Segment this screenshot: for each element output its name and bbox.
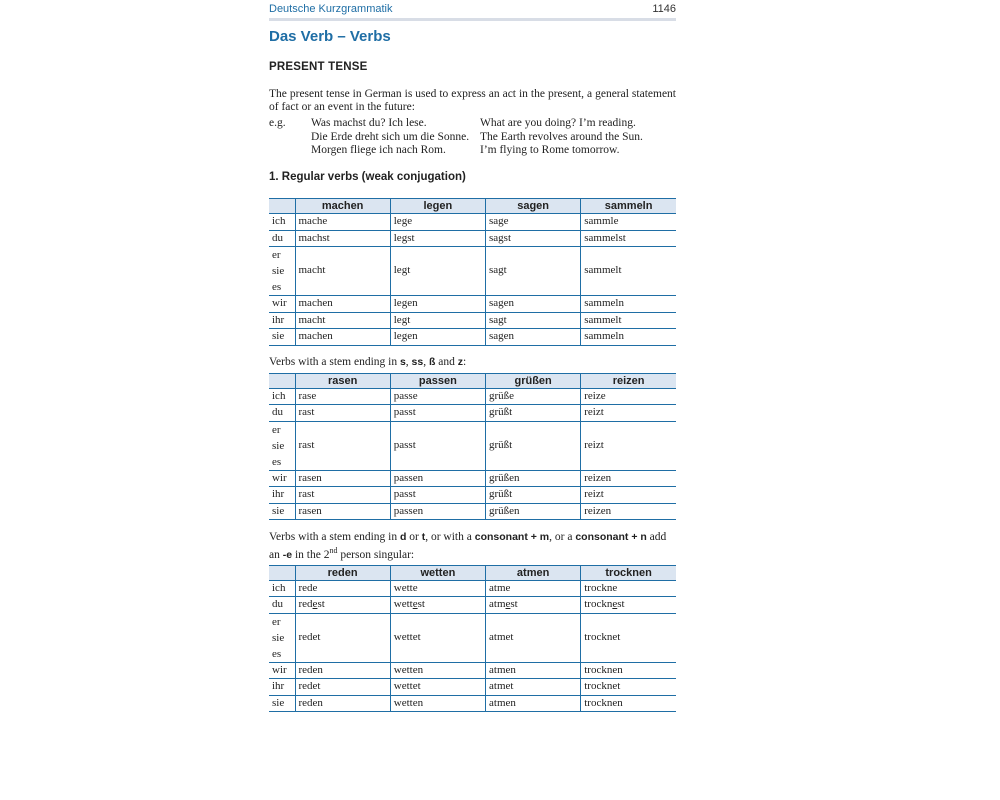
- pronoun-cell: ich: [269, 580, 295, 597]
- pronoun-er: er: [272, 615, 281, 628]
- note-text: :: [463, 355, 467, 368]
- form-cell: sammle: [581, 214, 676, 231]
- note-text: or: [406, 531, 422, 543]
- form-cell: passen: [390, 470, 485, 487]
- note-bold: ss: [411, 355, 424, 368]
- pronoun-header: [269, 373, 295, 388]
- pronoun-cell: [269, 613, 295, 662]
- pronoun-cell: sie: [269, 329, 295, 346]
- form-ending: st: [317, 598, 325, 611]
- stem-d-t-note: [269, 531, 676, 562]
- table-row: [269, 487, 676, 504]
- note-text: in the 2: [292, 548, 330, 561]
- verb-header: reden: [295, 565, 390, 580]
- form-cell: mache: [295, 214, 390, 231]
- form-cell: passe: [390, 388, 485, 405]
- page-title: Das Verb – Verbs: [269, 28, 391, 45]
- form-cell: trocknet: [581, 613, 676, 662]
- table-row: [269, 312, 676, 329]
- form-stem: red: [298, 598, 313, 611]
- form-cell: rast: [295, 405, 390, 422]
- example-english: I’m flying to Rome tomorrow.: [480, 144, 620, 156]
- conjugation-table-s-stem: [269, 373, 676, 521]
- note-bold: d: [399, 531, 407, 543]
- form-cell: [581, 597, 676, 614]
- form-stem: wett: [393, 598, 413, 611]
- note-text: person singular:: [337, 548, 415, 561]
- table-row: [269, 679, 676, 696]
- form-cell: atmet: [486, 679, 581, 696]
- pronoun-sie: sie: [272, 631, 285, 644]
- table-header-row: [269, 373, 676, 388]
- page-number: 1146: [652, 3, 676, 15]
- form-ending: st: [417, 598, 425, 611]
- form-cell: [390, 597, 485, 614]
- form-cell: trocknen: [581, 695, 676, 712]
- pronoun-es: es: [272, 455, 282, 468]
- pronoun-cell: wir: [269, 296, 295, 313]
- form-cell: atme: [486, 580, 581, 597]
- example-german: Was machst du? Ich lese.: [311, 117, 427, 129]
- pronoun-cell: sie: [269, 695, 295, 712]
- form-cell: wettet: [390, 613, 485, 662]
- pronoun-cell: wir: [269, 662, 295, 679]
- table-row: [269, 470, 676, 487]
- form-cell: grüßt: [486, 421, 581, 470]
- pronoun-es: es: [272, 281, 282, 293]
- stem-s-note: [269, 356, 676, 369]
- form-cell: macht: [295, 247, 390, 296]
- table-header-row: [269, 199, 676, 214]
- note-text: Verbs with a stem ending in: [269, 531, 400, 543]
- form-cell: grüßen: [486, 503, 581, 520]
- form-cell: sammelst: [581, 230, 676, 247]
- form-cell: reizt: [581, 421, 676, 470]
- form-cell: legt: [390, 312, 485, 329]
- form-cell: passen: [390, 503, 485, 520]
- form-cell: grüße: [486, 388, 581, 405]
- conjugation-table-regular: [269, 198, 676, 346]
- table-row: [269, 695, 676, 712]
- example-german: Die Erde dreht sich um die Sonne.: [311, 130, 470, 143]
- verb-header: machen: [295, 199, 390, 214]
- examples-german: [311, 117, 469, 158]
- examples-label: e.g.: [269, 117, 286, 129]
- example-english: The Earth revolves around the Sun.: [480, 130, 643, 143]
- pronoun-cell: sie: [269, 503, 295, 520]
- pronoun-cell: wir: [269, 470, 295, 487]
- form-cell: [295, 597, 390, 614]
- pronoun-sie: sie: [272, 439, 285, 452]
- form-ending: st: [617, 598, 625, 611]
- pronoun-cell: [269, 247, 295, 296]
- form-cell: sagst: [486, 230, 581, 247]
- table-row: [269, 421, 676, 470]
- table-row: [269, 247, 676, 296]
- pronoun-cell: du: [269, 597, 295, 614]
- table-row: [269, 662, 676, 679]
- form-cell: legt: [390, 247, 485, 296]
- form-cell: wetten: [390, 695, 485, 712]
- running-header: [269, 0, 676, 21]
- form-cell: passt: [390, 405, 485, 422]
- form-cell: trockne: [581, 580, 676, 597]
- form-stem: atm: [489, 598, 506, 611]
- form-cell: sagen: [486, 296, 581, 313]
- pronoun-sie: sie: [272, 265, 285, 277]
- inserted-e: e: [505, 598, 511, 611]
- verb-header: rasen: [295, 373, 390, 388]
- form-cell: [486, 597, 581, 614]
- conjugation-table-d-t-stem: [269, 565, 676, 713]
- verb-header: legen: [390, 199, 485, 214]
- form-cell: sagt: [486, 312, 581, 329]
- form-cell: legst: [390, 230, 485, 247]
- example-english: What are you doing? I’m reading.: [480, 117, 636, 129]
- pronoun-cell: ihr: [269, 679, 295, 696]
- grammar-page: [269, 0, 676, 712]
- table-row: [269, 597, 676, 614]
- intro-paragraph: The present tense in German is used to express an act in the present, a general statement of fact or an event in the future:: [269, 88, 676, 113]
- table-row: [269, 214, 676, 231]
- note-superscript: nd: [329, 546, 338, 555]
- form-cell: reden: [295, 662, 390, 679]
- note-bold: consonant + n: [575, 531, 647, 543]
- table-row: [269, 388, 676, 405]
- verb-header: sammeln: [581, 199, 676, 214]
- pronoun-cell: ihr: [269, 487, 295, 504]
- table-row: [269, 329, 676, 346]
- verb-header: sagen: [486, 199, 581, 214]
- note-bold: ß: [428, 355, 436, 368]
- form-cell: sagen: [486, 329, 581, 346]
- form-cell: trocknet: [581, 679, 676, 696]
- form-cell: wetten: [390, 662, 485, 679]
- form-cell: legen: [390, 296, 485, 313]
- note-text: Verbs with a stem ending in: [269, 355, 400, 368]
- subsection-heading: 1. Regular verbs (weak conjugation): [269, 171, 466, 183]
- table-row: [269, 230, 676, 247]
- form-cell: sammelt: [581, 247, 676, 296]
- example-german: Morgen fliege ich nach Rom.: [311, 144, 446, 156]
- form-cell: rasen: [295, 470, 390, 487]
- form-cell: reizt: [581, 405, 676, 422]
- note-bold: s: [399, 355, 406, 368]
- form-cell: grüßt: [486, 405, 581, 422]
- table-row: [269, 503, 676, 520]
- form-cell: rast: [295, 421, 390, 470]
- form-cell: legen: [390, 329, 485, 346]
- form-cell: reize: [581, 388, 676, 405]
- pronoun-er: er: [272, 423, 281, 436]
- form-cell: lege: [390, 214, 485, 231]
- form-cell: rast: [295, 487, 390, 504]
- form-cell: wette: [390, 580, 485, 597]
- form-cell: sammeln: [581, 329, 676, 346]
- form-cell: rase: [295, 388, 390, 405]
- inserted-e: e: [612, 598, 618, 611]
- pronoun-header: [269, 199, 295, 214]
- form-cell: machen: [295, 296, 390, 313]
- verb-header: reizen: [581, 373, 676, 388]
- table-row: [269, 296, 676, 313]
- form-cell: sammelt: [581, 312, 676, 329]
- form-cell: rede: [295, 580, 390, 597]
- note-text: , or a: [549, 531, 576, 543]
- form-cell: rasen: [295, 503, 390, 520]
- form-cell: reizen: [581, 470, 676, 487]
- form-cell: atmen: [486, 695, 581, 712]
- form-cell: atmet: [486, 613, 581, 662]
- pronoun-cell: ich: [269, 214, 295, 231]
- form-cell: atmen: [486, 662, 581, 679]
- form-cell: wettet: [390, 679, 485, 696]
- verb-header: grüßen: [486, 373, 581, 388]
- form-cell: passt: [390, 421, 485, 470]
- note-bold: -e: [282, 548, 293, 561]
- note-bold: z: [457, 355, 464, 368]
- pronoun-cell: ich: [269, 388, 295, 405]
- note-text: ,: [405, 355, 412, 368]
- form-cell: grüßt: [486, 487, 581, 504]
- form-cell: passt: [390, 487, 485, 504]
- form-cell: sage: [486, 214, 581, 231]
- form-cell: reden: [295, 695, 390, 712]
- form-cell: reizen: [581, 503, 676, 520]
- form-ending: st: [510, 598, 518, 611]
- pronoun-header: [269, 565, 295, 580]
- note-bold: consonant + m: [474, 531, 550, 543]
- table-row: [269, 613, 676, 662]
- table-header-row: [269, 565, 676, 580]
- section-heading: PRESENT TENSE: [269, 61, 368, 73]
- note-text: , or with a: [425, 531, 475, 543]
- inserted-e: e: [412, 598, 418, 611]
- pronoun-er: er: [272, 249, 281, 261]
- pronoun-cell: ihr: [269, 312, 295, 329]
- book-title: Deutsche Kurzgrammatik: [269, 3, 393, 15]
- pronoun-es: es: [272, 647, 282, 660]
- form-cell: sagt: [486, 247, 581, 296]
- note-text: add an: [269, 531, 667, 561]
- examples-english: [480, 117, 643, 158]
- verb-header: wetten: [390, 565, 485, 580]
- table-row: [269, 405, 676, 422]
- form-cell: machen: [295, 329, 390, 346]
- form-cell: redet: [295, 613, 390, 662]
- inserted-e: e: [312, 598, 318, 611]
- pronoun-cell: du: [269, 230, 295, 247]
- verb-header: atmen: [486, 565, 581, 580]
- verb-header: passen: [390, 373, 485, 388]
- form-stem: trockn: [584, 598, 613, 611]
- form-cell: grüßen: [486, 470, 581, 487]
- form-cell: sammeln: [581, 296, 676, 313]
- form-cell: redet: [295, 679, 390, 696]
- pronoun-cell: [269, 421, 295, 470]
- table-row: [269, 580, 676, 597]
- note-text: ,: [423, 355, 429, 368]
- form-cell: reizt: [581, 487, 676, 504]
- form-cell: trocknen: [581, 662, 676, 679]
- verb-header: trocknen: [581, 565, 676, 580]
- form-cell: macht: [295, 312, 390, 329]
- form-cell: machst: [295, 230, 390, 247]
- note-text: and: [435, 355, 458, 368]
- examples-block: [269, 117, 676, 158]
- pronoun-cell: du: [269, 405, 295, 422]
- note-bold: t: [421, 531, 426, 543]
